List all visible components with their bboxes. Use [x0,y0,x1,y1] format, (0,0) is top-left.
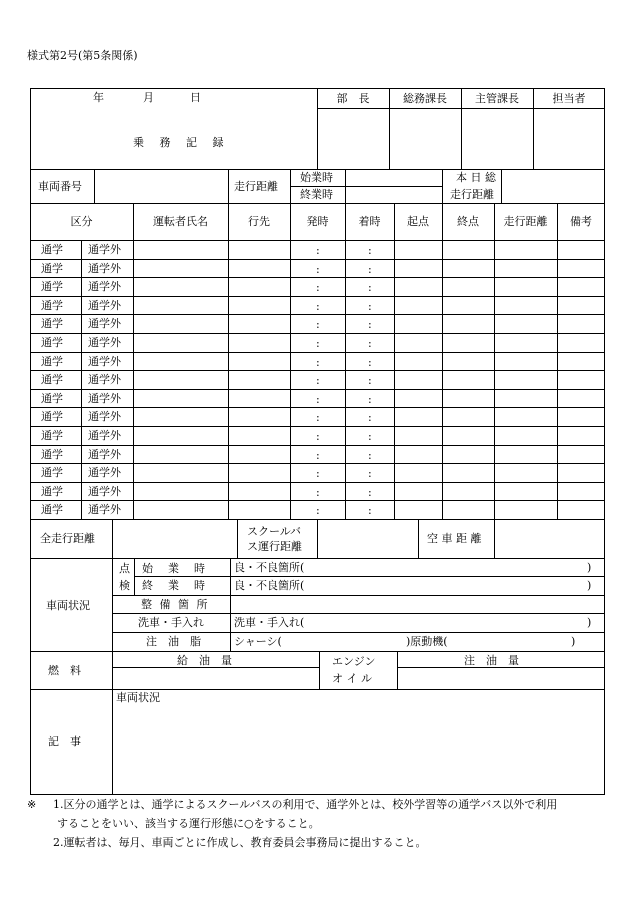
arrive-time-sep: : [368,299,372,313]
row-label-tsugakugai[interactable]: 通学外 [88,447,121,461]
school-bus-distance-field[interactable] [318,520,417,557]
start-time-label: 始業時 [300,171,333,184]
depart-time-sep: : [316,411,320,425]
header-distance: 走行距離 [503,215,548,228]
oil-amount-label: 注 油 量 [464,654,519,667]
remarks-sub-label: 車両状況 [116,691,160,704]
year-label: 年 [93,91,104,104]
arrive-time-sep: : [368,355,372,369]
row-label-tsugakugai[interactable]: 通学外 [88,391,121,405]
empty-distance-field[interactable] [495,520,604,557]
inspection-label-2: 検 [119,579,130,592]
arrive-time-sep: : [368,448,372,462]
approval-tanto: 担当者 [552,92,586,105]
remarks-label: 記 事 [48,735,81,748]
stamp-box-bucho[interactable] [318,109,388,168]
row-label-tsugaku[interactable]: 通学 [41,391,63,405]
row-label-tsugakugai[interactable]: 通学外 [88,336,121,349]
depart-time-sep: : [316,504,320,518]
chassis-field[interactable]: シャーシ( [234,635,282,648]
stamp-box-tanto[interactable] [534,109,604,168]
arrive-time-sep: : [368,281,372,295]
row-label-tsugaku[interactable]: 通学 [41,503,63,517]
day-label: 日 [190,91,201,104]
vehicle-number-label: 車両番号 [38,180,82,193]
row-label-tsugaku[interactable]: 通学 [41,317,63,331]
all-distance-label: 全走行距離 [40,532,95,545]
stamp-box-shukan[interactable] [462,109,532,168]
start-label: 始 業 時 [142,562,207,575]
row-label-tsugaku[interactable]: 通学 [41,373,63,387]
refuel-label: 給 油 量 [177,654,232,667]
row-label-tsugakugai[interactable]: 通学外 [88,354,121,368]
header-arrive: 着時 [358,215,381,228]
engine-oil-label-2: オ イ ル [332,672,372,685]
school-bus-label-2: ス運行距離 [247,540,302,553]
washing-close-paren: ) [587,616,592,629]
depart-time-sep: : [316,485,320,499]
row-label-tsugaku[interactable]: 通学 [41,429,63,442]
washing-label: 洗車・手入れ [138,616,204,629]
inspection-label-1: 点 [119,562,130,575]
header-destination: 行先 [248,215,270,228]
arrive-time-sep: : [368,318,372,332]
total-distance-field[interactable] [502,170,604,202]
row-label-tsugaku[interactable]: 通学 [41,280,63,294]
row-label-tsugaku[interactable]: 通学 [41,447,63,461]
note-1-continued: することをいい、該当する運行形態に○をすること。 [57,817,320,830]
header-notes: 備考 [570,215,592,228]
row-label-tsugakugai[interactable]: 通学外 [88,261,121,275]
depart-time-sep: : [316,467,320,481]
oil-amount-field[interactable] [398,668,604,688]
note-1: 1.区分の通学とは、通学によるスクールバスの利用で、通学外とは、校外学習等の通学バス以外で利用 [53,798,558,811]
lubrication-label: 注 油 脂 [146,635,201,648]
all-distance-field[interactable] [113,520,236,557]
depart-time-sep: : [316,262,320,276]
row-label-tsugaku[interactable]: 通学 [41,261,63,275]
approval-shukan: 主管課長 [475,92,519,105]
arrive-time-sep: : [368,411,372,425]
vehicle-number-field[interactable] [95,170,227,202]
end-odometer-field[interactable] [346,187,441,202]
arrive-time-sep: : [368,430,372,443]
distance-label: 走行距離 [234,180,278,193]
header-origin: 起点 [407,215,429,228]
row-label-tsugakugai[interactable]: 通学外 [88,298,121,312]
depart-time-sep: : [316,299,320,313]
header-terminus: 終点 [457,215,479,228]
arrive-time-sep: : [368,504,372,518]
row-label-tsugaku[interactable]: 通学 [41,298,63,312]
approval-bucho: 部 長 [336,92,370,105]
page-title: 乗 務 記 録 [133,136,230,149]
fuel-label: 燃 料 [48,664,81,677]
maintenance-label: 整 備 箇 所 [141,598,210,611]
arrive-time-sep: : [368,392,372,406]
row-label-tsugakugai[interactable]: 通学外 [88,280,121,294]
row-label-tsugaku[interactable]: 通学 [41,410,63,424]
remarks-field[interactable] [113,706,604,794]
total-distance-label-1: 本 日 総 [456,171,496,184]
refuel-amount-field[interactable] [113,668,318,688]
engine-part-field[interactable]: )原動機( [406,635,448,648]
total-distance-label-2: 走行距離 [450,188,494,201]
row-label-tsugaku[interactable]: 通学 [41,466,63,480]
note-2: 2.運転者は、毎月、車両ごとに作成し、教育委員会事務局に提出すること。 [53,836,427,849]
arrive-time-sep: : [368,337,372,350]
school-bus-label-1: スクールバ [247,525,302,538]
end-label: 終 業 時 [142,579,207,592]
start-odometer-field[interactable] [346,170,441,185]
form-number: 様式第2号(第5条関係) [27,49,138,62]
month-label: 月 [143,91,154,104]
note-mark: ※ [27,798,37,811]
depart-time-sep: : [316,374,320,388]
row-label-tsugakugai[interactable]: 通学外 [88,410,121,424]
header-driver: 運転者氏名 [153,215,208,228]
engine-oil-label-1: エンジン [332,655,376,668]
row-label-tsugaku[interactable]: 通学 [41,354,63,368]
arrive-time-sep: : [368,485,372,499]
header-depart: 発時 [306,215,329,228]
row-label-tsugakugai[interactable]: 通学外 [88,373,121,387]
row-label-tsugaku[interactable]: 通学 [41,484,63,498]
row-label-tsugakugai[interactable]: 通学外 [88,503,121,517]
arrive-time-sep: : [368,244,372,257]
row-label-tsugakugai[interactable]: 通学外 [88,429,121,442]
depart-time-sep: : [316,448,320,462]
arrive-time-sep: : [368,262,372,276]
row-label-tsugakugai[interactable]: 通学外 [88,243,121,256]
depart-time-sep: : [316,337,320,350]
empty-distance-label: 空 車 距 離 [427,532,482,545]
maintenance-field[interactable] [231,596,604,612]
end-close-paren: ) [587,579,592,592]
depart-time-sep: : [316,318,320,332]
depart-time-sep: : [316,281,320,295]
approval-somu: 総務課長 [403,92,447,105]
row-label-tsugaku[interactable]: 通学 [41,336,63,349]
status-label: 車両状況 [46,599,90,612]
arrive-time-sep: : [368,467,372,481]
row-label-tsugakugai[interactable]: 通学外 [88,466,121,480]
end-time-label: 終業時 [300,188,333,201]
row-label-tsugakugai[interactable]: 通学外 [88,484,121,498]
start-condition-field[interactable]: 良・不良箇所( [234,561,305,574]
depart-time-sep: : [316,355,320,369]
footnotes [27,796,617,853]
washing-field[interactable]: 洗車・手入れ( [234,616,305,629]
header-kubun: 区分 [70,215,93,228]
depart-time-sep: : [316,244,320,257]
start-close-paren: ) [587,561,592,574]
end-condition-field[interactable]: 良・不良箇所( [234,579,305,592]
depart-time-sep: : [316,392,320,406]
arrive-time-sep: : [368,374,372,388]
row-label-tsugaku[interactable]: 通学 [41,243,63,256]
stamp-box-somu[interactable] [390,109,460,168]
row-label-tsugakugai[interactable]: 通学外 [88,317,121,331]
engine-close-paren: ) [571,635,576,648]
depart-time-sep: : [316,430,320,443]
